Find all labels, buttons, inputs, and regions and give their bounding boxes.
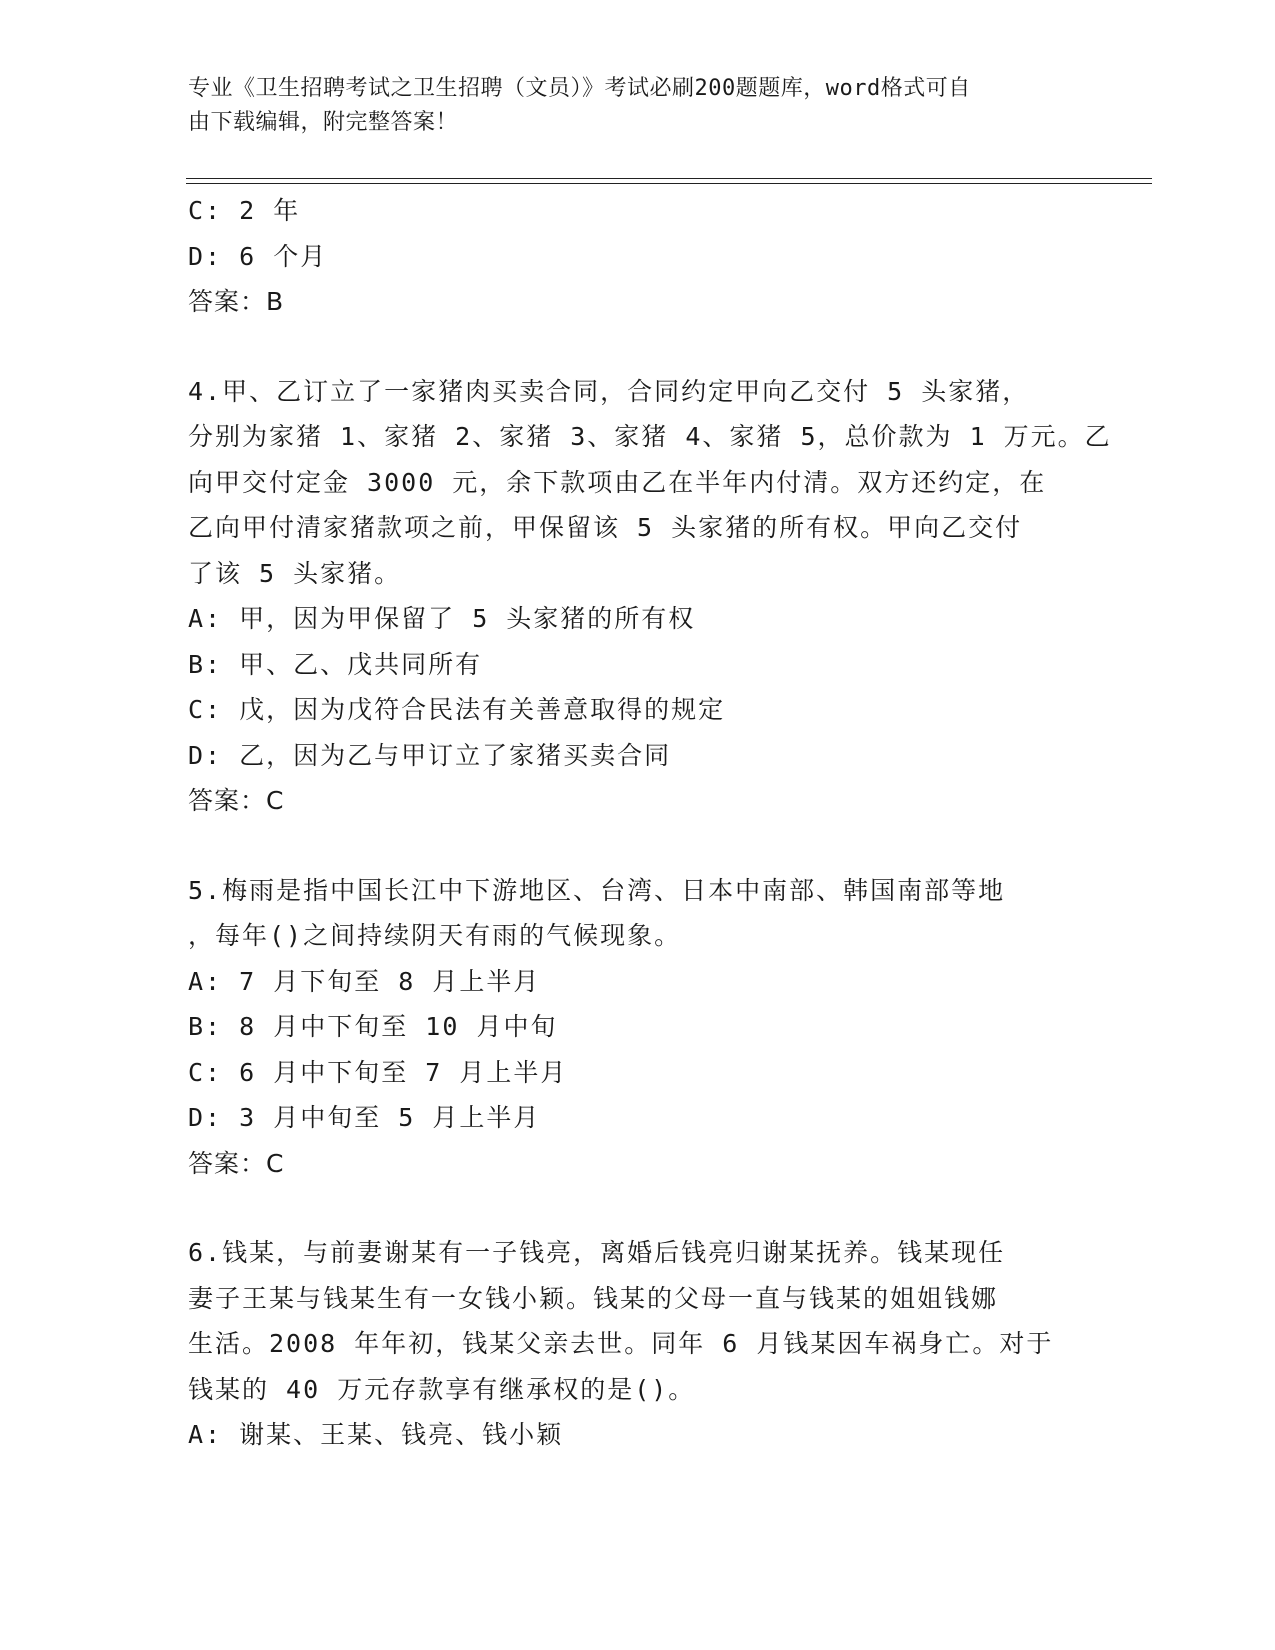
question-text: 生活。2008 年年初，钱某父亲去世。同年 6 月钱某因车祸身亡。对于 <box>188 1329 1054 1358</box>
question-gap <box>188 824 1088 868</box>
question-text: 向甲交付定金 3000 元，余下款项由乙在半年内付清。双方还约定，在 <box>188 467 1047 497</box>
question-text: 4.甲、乙订立了一家猪肉买卖合同，合同约定甲向乙交付 5 头家猪， <box>188 376 1030 406</box>
question-text: 分别为家猪 1、家猪 2、家猪 3、家猪 4、家猪 5，总价款为 1 万元。乙 <box>188 422 1112 451</box>
option-line: A: 7 月下旬至 8 月上半月 <box>188 966 541 996</box>
header-line: 专业《卫生招聘考试之卫生招聘（文员）》考试必刷200题题库，word格式可自 <box>188 76 971 101</box>
option-line: D: 乙，因为乙与甲订立了家猪买卖合同 <box>188 740 672 770</box>
header-rule <box>186 178 1152 179</box>
option-line: B: 8 月中下旬至 10 月中旬 <box>188 1012 558 1041</box>
answer-line: 答案：B <box>188 287 285 316</box>
option-line: D: 6 个月 <box>188 241 328 271</box>
question-text: 5.梅雨是指中国长江中下游地区、台湾、日本中南部、韩国南部等地 <box>188 875 1006 905</box>
question-text: 了该 5 头家猪。 <box>188 558 402 588</box>
option-line: D: 3 月中旬至 5 月上半月 <box>188 1103 541 1132</box>
option-line: C: 2 年 <box>188 196 301 225</box>
question-4 <box>188 369 1112 824</box>
question-text: 乙向甲付清家猪款项之前，甲保留该 5 头家猪的所有权。甲向乙交付 <box>188 513 1023 542</box>
option-line: A: 谢某、王某、钱亮、钱小颖 <box>188 1420 564 1449</box>
question-text: 6.钱某，与前妻谢某有一子钱亮，离婚后钱亮归谢某抚养。钱某现任 <box>188 1238 1006 1267</box>
option-line: C: 戊，因为戊符合民法有关善意取得的规定 <box>188 695 726 724</box>
question-gap <box>188 325 1088 369</box>
document-body <box>188 188 1112 1458</box>
option-line: B: 甲、乙、戊共同所有 <box>188 649 483 679</box>
answer-line: 答案：C <box>188 786 285 815</box>
option-line: A: 甲，因为甲保留了 5 头家猪的所有权 <box>188 604 696 633</box>
question-text: 钱某的 40 万元存款享有继承权的是()。 <box>188 1374 696 1404</box>
question-text: 妻子王某与钱某生有一女钱小颖。钱某的父母一直与钱某的姐姐钱娜 <box>188 1283 999 1313</box>
question-text: ，每年()之间持续阴天有雨的气候现象。 <box>188 921 682 950</box>
header-rule <box>186 183 1152 184</box>
question-gap <box>188 1186 1088 1230</box>
prev-question-tail <box>188 188 1088 325</box>
option-line: C: 6 月中下旬至 7 月上半月 <box>188 1057 568 1087</box>
question-5 <box>188 868 1088 1187</box>
question-6 <box>188 1230 1088 1458</box>
document-header <box>188 72 1068 140</box>
header-line: 由下载编辑，附完整答案！ <box>188 110 459 135</box>
answer-line: 答案：C <box>188 1148 285 1178</box>
